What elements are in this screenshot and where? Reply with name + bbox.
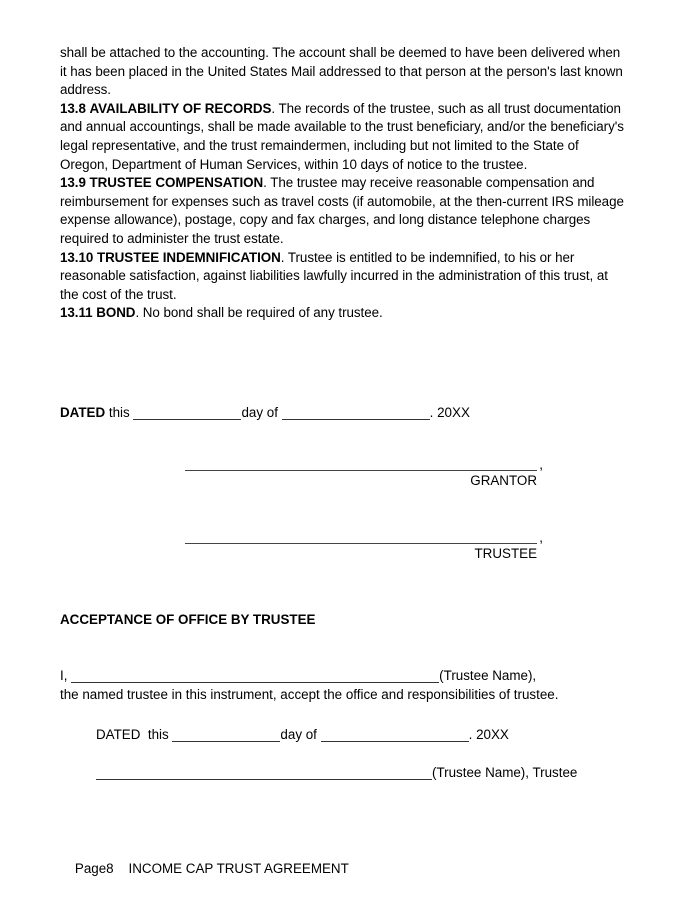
dated-day-of-label: day of <box>241 405 278 420</box>
acceptance-trustee-signature-field[interactable] <box>96 767 432 780</box>
trustee-signature-line[interactable] <box>185 529 543 563</box>
dated-line-grantor <box>60 404 636 423</box>
document-body <box>60 44 626 323</box>
paragraph-continued <box>60 44 626 100</box>
trustee-signature-comma: , <box>539 529 543 545</box>
section-13-8 <box>60 100 626 174</box>
section-13-8-number: 13.8 <box>60 100 86 116</box>
section-13-10-number: 13.10 <box>60 249 94 265</box>
acceptance-dated-keyword: DATED <box>96 727 141 743</box>
paragraph-continued-text: shall be attached to the accounting. The account shall be deemed to have been delivered when it has been placed in the United States Mail addressed to that person at the person's last known address. <box>60 45 623 98</box>
execution-block <box>60 404 636 783</box>
section-13-9 <box>60 174 626 248</box>
acceptance-trustee-name-field[interactable] <box>71 670 439 683</box>
trustee-role-label: TRUSTEE <box>474 545 537 561</box>
section-13-11-text: . No bond shall be required of any trustee. <box>135 305 383 321</box>
acceptance-trustee-name-paren: (Trustee Name), <box>439 668 537 684</box>
acceptance-dated-this-label: this <box>147 727 169 743</box>
grantor-role-label: GRANTOR <box>470 472 537 488</box>
section-13-10-heading: TRUSTEE INDEMNIFICATION <box>96 249 281 265</box>
dated-line-trustee <box>96 726 636 745</box>
dated-year-label: . 20XX <box>429 405 470 420</box>
acceptance-intro-continued: the named trustee in this instrument, accept the office and responsibilities of trustee. <box>60 686 559 702</box>
dated-keyword: DATED <box>60 405 106 420</box>
acceptance-signature-line <box>96 764 636 783</box>
acceptance-heading: ACCEPTANCE OF OFFICE BY TRUSTEE <box>60 611 316 627</box>
section-13-8-text: . The records of the trustee, such as all trust documentation and annual accountings, shall be made available to the trust beneficiary, and/or the beneficiary's legal representative, and the trust remaindermen, including but not limited to the State of Oregon, Department of Human Services, within 10 days of notice to the trustee. <box>60 100 624 172</box>
acceptance-dated-month-field[interactable] <box>321 729 469 742</box>
section-13-11 <box>60 304 626 323</box>
acceptance-trustee-signature-label: (Trustee Name), Trustee <box>432 764 578 780</box>
acceptance-dated-day-field[interactable] <box>172 729 280 742</box>
dated-this-label: this <box>108 405 130 420</box>
acceptance-intro-line <box>60 667 636 686</box>
dated-month-field[interactable] <box>282 407 430 420</box>
trustee-signature-block <box>60 529 636 563</box>
grantor-signature-comma: , <box>539 456 543 472</box>
footer-spacer <box>114 861 129 876</box>
dated-day-field[interactable] <box>133 407 241 420</box>
section-13-9-heading: TRUSTEE COMPENSATION <box>89 175 264 191</box>
footer-page-label: Page8 <box>74 861 114 876</box>
footer-document-title: INCOME CAP TRUST AGREEMENT <box>128 861 349 876</box>
section-13-9-text: . The trustee may receive reasonable compensation and reimbursement for expenses such as travel costs (if automobile, at the then-current IRS mileage expense allowance), postage, copy and fax charges, and long distance telephone charges required to administer the trust estate. <box>60 175 624 246</box>
acceptance-dated-year-label: . 20XX <box>468 727 509 743</box>
page-footer <box>60 842 349 896</box>
acceptance-intro-prefix: I, <box>60 668 72 684</box>
section-13-11-heading: BOND <box>96 305 136 321</box>
section-13-11-number: 13.11 <box>60 305 93 321</box>
section-13-9-number: 13.9 <box>60 175 86 191</box>
section-13-10-text: . Trustee is entitled to be indemnified, to his or her reasonable satisfaction, against liabilities lawfully incurred in the administration of this trust, at the cost of the trust. <box>60 249 608 302</box>
grantor-signature-line[interactable] <box>185 456 543 490</box>
acceptance-dated-day-of-label: day of <box>280 727 317 743</box>
section-13-8-heading: AVAILABILITY OF RECORDS <box>89 100 272 116</box>
grantor-signature-block <box>60 456 636 490</box>
section-13-10 <box>60 249 626 305</box>
